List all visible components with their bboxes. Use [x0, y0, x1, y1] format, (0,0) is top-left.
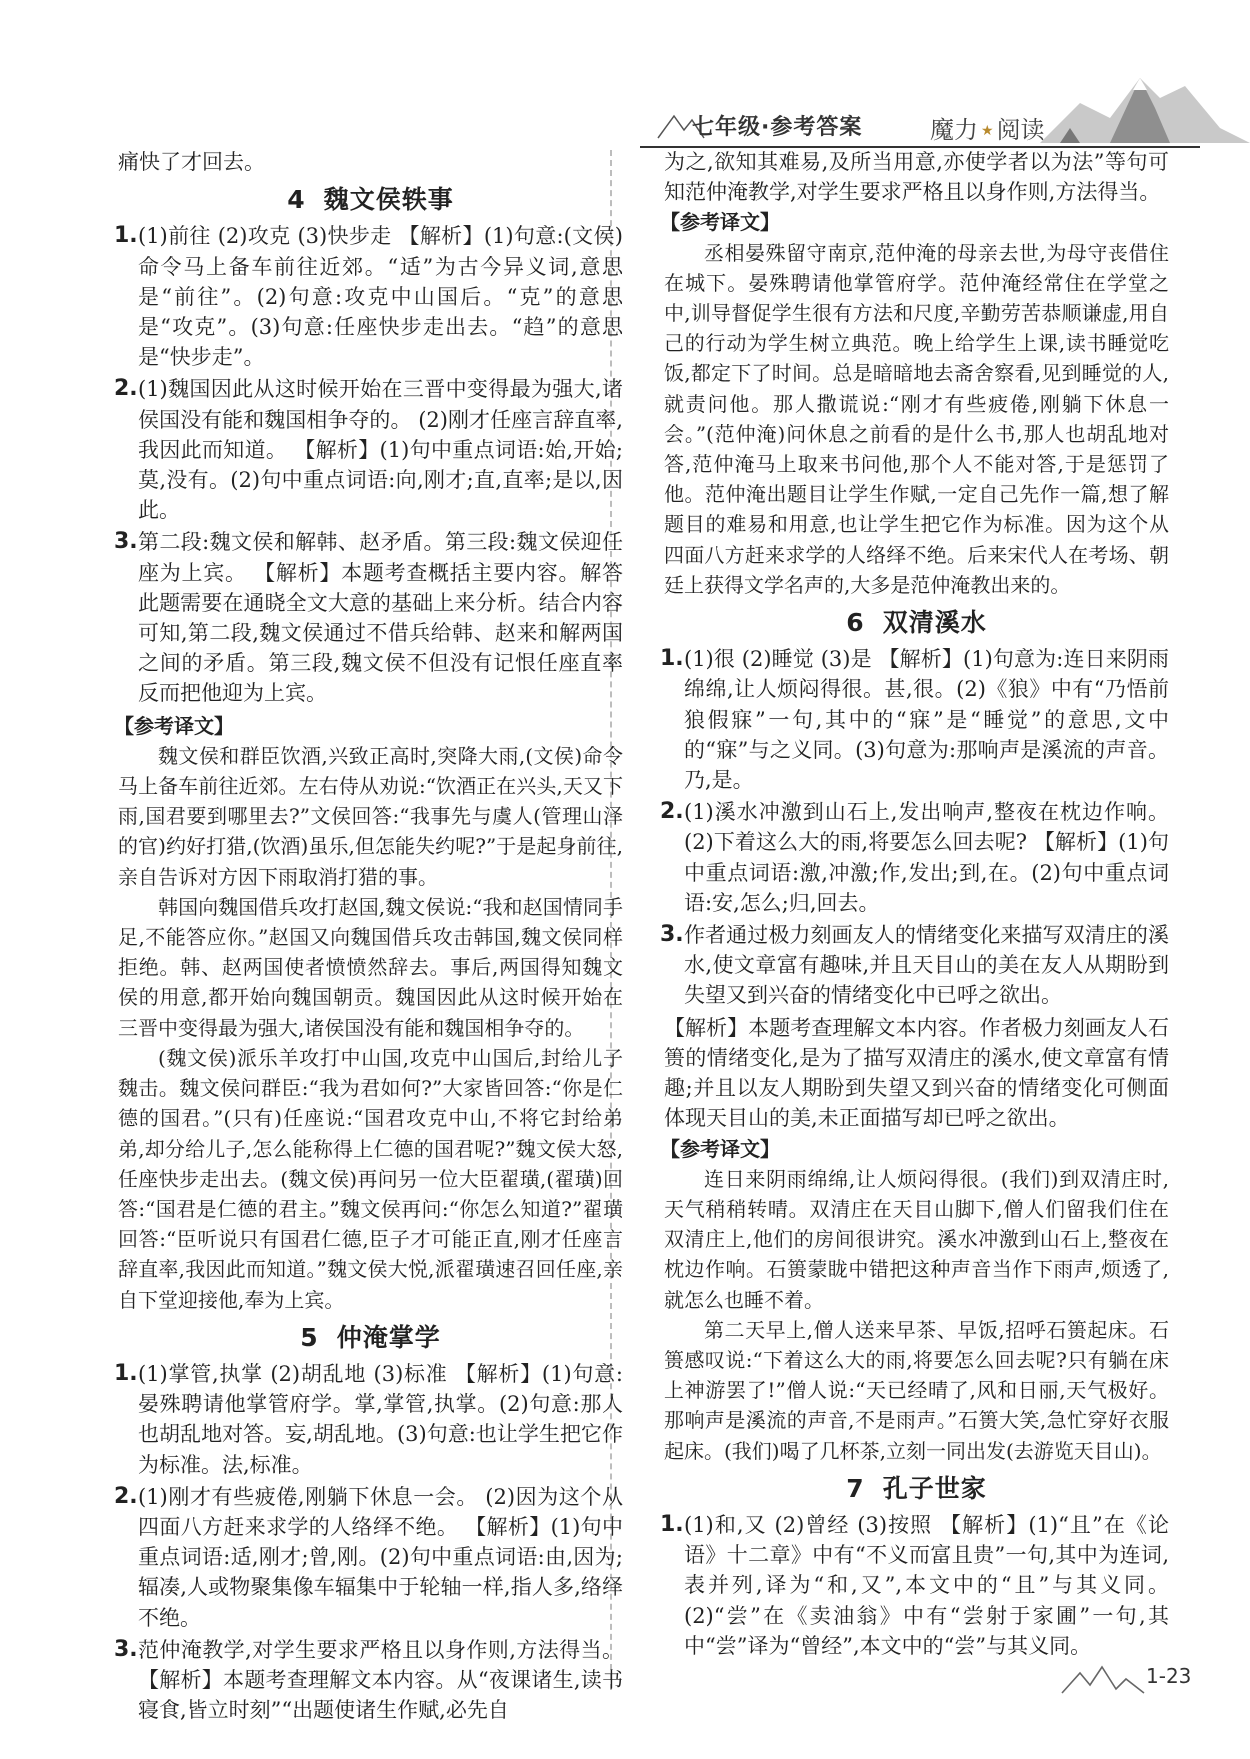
translation-paragraph: 魏文侯和群臣饮酒,兴致正高时,突降大雨,(文侯)命令马上备车前往近郊。左右侍从劝说:“饮酒正在兴头,天又下雨,国君要到哪里去?”文侯回答:“我事先与虞人(管理山泽的官)约好打猎,(饮酒)虽乐,但怎能失约呢?”于是起身前往,亲自告诉对方因下雨取消打猎的事。 — [118, 743, 623, 889]
answer-item: 1. (1)和,又 (2)曾经 (3)按照 【解析】(1)“且”在《论语》十二章》中有“不义而富且贵”一句,其中为连词,表并列,译为“和,又”,本文中的“且”与其义同。(2)“尝”在《卖油翁》中有“尝射于家圃”一句,其中“尝”译为“曾经”,本文中的“尝”与其义同。 — [660, 1511, 1169, 1658]
section-heading-6: 6 双清溪水 — [846, 608, 987, 638]
brand-right: 阅读 — [996, 116, 1045, 144]
answer-item: 3. 第二段:魏文侯和解韩、赵矛盾。第三段:魏文侯迎任座为上宾。 【解析】本题考查概括主要内容。解答此题需要在通晓全文大意的基础上来分析。结合内容可知,第二段,魏文侯通过不借兵给韩、赵来和解两国之间的矛盾。第三段,魏文侯不但没有记恨任座直率反而把他迎为上宾。 — [114, 529, 623, 706]
page-header — [640, 58, 1250, 158]
translation-paragraph: 连日来阴雨绵绵,让人烦闷得很。(我们)到双清庄时,天气稍稍转晴。双清庄在天目山脚下,僧人们留我们住在双清庄上,他们的房间很讲究。溪水冲激到山石上,整夜在枕边作响。石篑蒙眬中错把这种声音当作下雨声,烦透了,就怎么也睡不着。 — [664, 1166, 1169, 1312]
answer-item: 2. (1)溪水冲激到山石上,发出响声,整夜在枕边作响。 (2)下着这么大的雨,将要怎么回去呢? 【解析】(1)句中重点词语:激,冲激;作,发出;到,在。(2)句中重点词语:安,怎么;归,回去。 — [660, 799, 1169, 915]
answer-item: 1. (1)前往 (2)攻克 (3)快步走 【解析】(1)句意:(文侯)命令马上备车前往近郊。“适”为古今异义词,意思是“前往”。(2)句意:攻克中山国后。“克”的意思是“攻克”。(3)句意:任座快步走出去。“趋”的意思是“快步走”。 — [114, 223, 623, 370]
mountain-footer-icon — [1060, 1659, 1150, 1699]
left-column — [114, 147, 623, 1727]
answer-item: 1. (1)很 (2)睡觉 (3)是 【解析】(1)句意为:连日来阴雨绵绵,让人烦闷得很。甚,很。(2)《狼》中有“乃悟前狼假寐”一句,其中的“寐”是“睡觉”的意思,文中的“寐”与之义同。(3)句意为:那响声是溪流的声音。乃,是。 — [660, 646, 1169, 793]
answer-item: 1. (1)掌管,执掌 (2)胡乱地 (3)标准 【解析】(1)句意:晏殊聘请他掌管府学。掌,掌管,执掌。(2)句意:那人也胡乱地对答。妄,胡乱地。(3)句意:也让学生把它作为标准。法,标准。 — [114, 1360, 623, 1477]
answer-item: 3. 范仲淹教学,对学生要求严格且以身作则,方法得当。 【解析】本题考查理解文本内容。从“夜课诸生,读书寝食,皆立时刻”“出题使诸生作赋,必先自 — [114, 1636, 623, 1723]
continuation-text: 为之,欲知其难易,及所当用意,亦使学者以为法”等句可知范仲淹教学,对学生要求严格且以身作则,方法得当。 — [664, 150, 1169, 205]
brand-left: 魔力 — [930, 116, 978, 144]
page-footer — [1060, 1655, 1230, 1705]
page-number: 1-23 — [1146, 1664, 1192, 1688]
answer-item: 3. 作者通过极力刻画友人的情绪变化来描写双清庄的溪水,使文章富有趣味,并且天目山的美在友人从期盼到失望又到兴奋的情绪变化中已呼之欲出。 — [660, 922, 1169, 1008]
brand-logo — [930, 110, 1045, 145]
answer-item: 2. (1)刚才有些疲倦,刚躺下休息一会。 (2)因为这个从四面八方赶来求学的人络绎不绝。 【解析】(1)句中重点词语:适,刚才;曾,刚。(2)句中重点词语:由,因为;辐凑,人或物聚集像车辐集中于轮轴一样,指人多,络绎不绝。 — [114, 1483, 623, 1630]
analysis-text: 【解析】本题考查理解文本内容。作者极力刻画友人石篑的情绪变化,是为了描写双清庄的溪水,使文章富有情趣;并且以友人期盼到失望又到兴奋的情绪变化可侧面体现天目山的美,未正面描写却已呼之欲出。 — [664, 1015, 1169, 1131]
translation-paragraph: 第二天早上,僧人送来早茶、早饭,招呼石篑起床。石篑感叹说:“下着这么大的雨,将要怎么回去呢?只有躺在床上神游罢了!”僧人说:“天已经晴了,风和日丽,天气极好。那响声是溪流的声音,不是雨声。”石篑大笑,急忙穿好衣服起床。(我们)喝了几杯茶,立刻一同出发(去游览天目山)。 — [664, 1317, 1169, 1463]
translation-paragraph: 韩国向魏国借兵攻打赵国,魏文侯说:“我和赵国情同手足,不能答应你。”赵国又向魏国借兵攻击韩国,魏文侯同样拒绝。韩、赵两国使者愤愤然辞去。事后,两国得知魏文侯的用意,都开始向魏国朝贡。魏国因此从这时候开始在三晋中变得最为强大,诸侯国没有能和魏国相争夺的。 — [118, 894, 623, 1040]
answer-item: 2. (1)魏国因此从这时候开始在三晋中变得最为强大,诸侯国没有能和魏国相争夺的。 (2)刚才任座言辞直率,我因此而知道。 【解析】(1)句中重点词语:始,开始;莫,没有。(2)句中重点词语:向,刚才;直,直率;是以,因此。 — [114, 376, 623, 523]
grade-answer-label: 七年级·参考答案 — [692, 115, 863, 140]
translation-label: 【参考译文】 — [114, 713, 234, 738]
section-heading-4: 4 魏文侯轶事 — [287, 185, 454, 215]
star-icon: ★ — [981, 123, 994, 139]
translation-paragraph: (魏文侯)派乐羊攻打中山国,攻克中山国后,封给儿子魏击。魏文侯问群臣:“我为君如何?”大家皆回答:“你是仁德的国君。”(只有)任座说:“国君攻克中山,不将它封给弟弟,却分给儿子,怎么能称得上仁德的国君呢?”魏文侯大怒,任座快步走出去。(魏文侯)再问另一位大臣翟璜,(翟璜)回答:“国君是仁德的君主。”魏文侯再问:“你怎么知道?”翟璜回答:“臣听说只有国君仁德,臣子才可能正直,刚才任座言辞直率,我因此而知道。”魏文侯大悦,派翟璜速召回任座,亲自下堂迎接他,奉为上宾。 — [118, 1045, 623, 1312]
translation-label: 【参考译文】 — [660, 210, 780, 235]
translation-paragraph: 丞相晏殊留守南京,范仲淹的母亲去世,为母守丧借住在城下。晏殊聘请他掌管府学。范仲淹经常住在学堂之中,训导督促学生很有方法和尺度,辛勤劳苦恭顺谦虚,用自己的行动为学生树立典范。晚上给学生上课,读书睡觉吃饭,都定下了时间。总是暗暗地去斋舍察看,见到睡觉的人,就责问他。那人撒谎说:“刚才有些疲倦,刚躺下休息一会。”(范仲淹)问休息之前看的是什么书,那人也胡乱地对答,范仲淹马上取来书问他,那个人不能对答,于是惩罚了他。范仲淹出题目让学生作赋,一定自己先作一篇,想了解题目的难易和用意,也让学生把它作为标准。因为这个从四面八方赶来求学的人络绎不绝。后来宋代人在考场、朝廷上获得文学名声的,大多是范仲淹教出来的。 — [664, 240, 1169, 597]
section-heading-7: 7 孔子世家 — [846, 1473, 987, 1503]
continuation-text: 痛快了才回去。 — [118, 150, 265, 174]
translation-label: 【参考译文】 — [660, 1136, 780, 1161]
right-column — [660, 147, 1169, 1663]
section-heading-5: 5 仲淹掌学 — [300, 1322, 441, 1352]
